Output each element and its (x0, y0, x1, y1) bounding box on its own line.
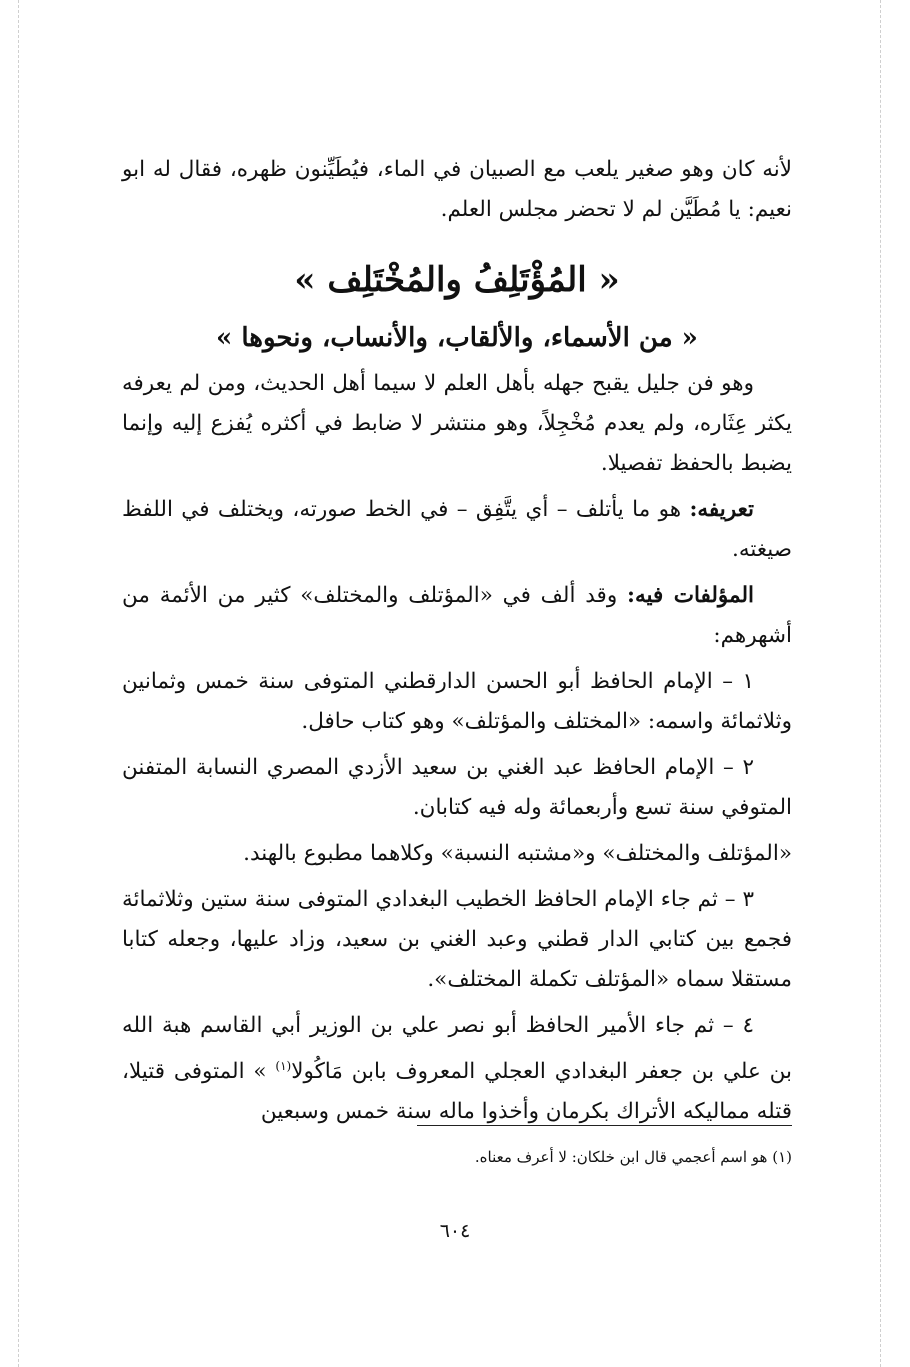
page-number: ٦٠٤ (439, 1220, 471, 1242)
footnote-divider (417, 1125, 792, 1126)
paragraph-overview: وهو فن جليل يقبح جهله بأهل العلم لا سيما أهل الحديث، ومن لم يعرفه يكثر عِثَاره، ولم يعدم مُخْجِلاً، وهو منتشر لا ضابط في أكثره يُفزع إليه وإنما يضبط بالحفظ تفصيلا. (122, 371, 792, 476)
footnote-reference: (١) (275, 1059, 292, 1073)
list-item-4-continued: » المتوفى قتيلا، قتله مماليكه الأتراك بكرمان وأخذوا ماله سنة خمس وسبعين (122, 1059, 792, 1125)
list-item-4-text: ٤ – ثم جاء الأمير الحافظ أبو نصر علي بن الوزير أبي القاسم هبة الله بن علي بن جعفر البغدادي العجلي المعروف بابن مَاكُولا (122, 1013, 792, 1085)
section-title: « المُؤْتَلِفُ والمُخْتَلِف » (294, 260, 620, 300)
list-item-2: ٢ – الإمام الحافظ عبد الغني بن سعيد الأزدي المصري النسابة المتفنن المتوفي سنة تسع وأربعمائة وله فيه كتابان. (122, 755, 792, 820)
works-label: المؤلفات فيه: (627, 583, 754, 608)
footnote: (١) هو اسم أعجمي قال ابن خلكان: لا أعرف معناه. (474, 1148, 792, 1166)
right-margin-guide (880, 0, 881, 1367)
paragraph-definition (122, 490, 792, 570)
list-item-4 (122, 1006, 792, 1132)
list-item-1: ١ – الإمام الحافظ أبو الحسن الدارقطني المتوفى سنة خمس وثمانين وثلاثمائة واسمه: «المختلف والمؤتلف» وهو كتاب حافل. (122, 669, 792, 734)
paragraph-works (122, 576, 792, 656)
left-margin-guide (18, 0, 19, 1367)
definition-text: هو ما يأتلف – أي يتَّفِق – في الخط صورته، ويختلف في اللفظ صيغته. (122, 497, 792, 562)
list-item-3: ٣ – ثم جاء الإمام الحافظ الخطيب البغدادي المتوفى سنة ستين وثلاثمائة فجمع بين كتابي الدار قطني وعبد الغني بن سعيد، وزاد عليها، وجعله كتابا مستقلا سماه «المؤتلف تكملة المختلف». (122, 887, 792, 992)
section-subtitle: « من الأسماء، والألقاب، والأنساب، ونحوها » (216, 323, 698, 353)
intro-paragraph: لأنه كان وهو صغير يلعب مع الصبيان في الماء، فيُطَيِّنون ظهره، فقال له ابو نعيم: يا مُطَيَّن لم لا تحضر مجلس العلم. (122, 157, 792, 222)
definition-label: تعريفه: (689, 497, 754, 522)
list-item-2-continued: «المؤتلف والمختلف» و«مشتبه النسبة» وكلاهما مطبوع بالهند. (243, 841, 792, 866)
works-text: وقد ألف في «المؤتلف والمختلف» كثير من الأئمة من أشهرهم: (122, 583, 792, 648)
page-body (122, 150, 792, 1138)
